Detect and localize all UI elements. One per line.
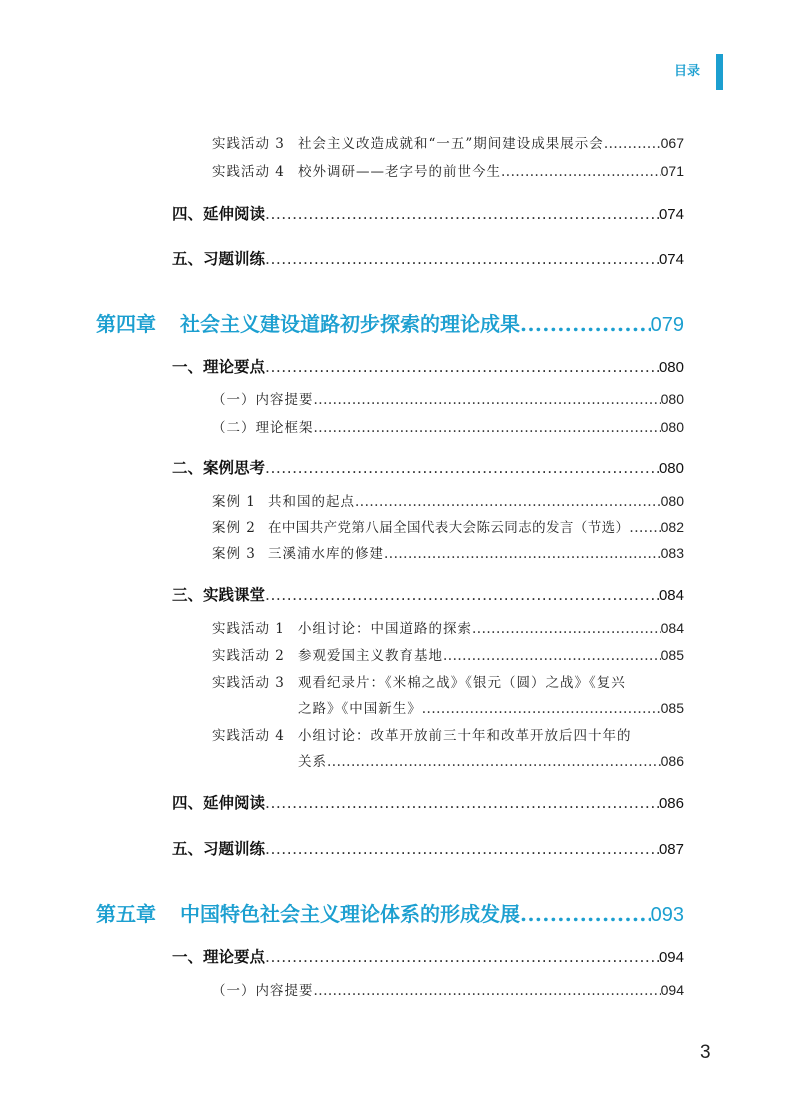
entry-title: 参观爱国主义教育基地: [298, 648, 443, 664]
dot-leader: [604, 136, 661, 152]
entry-prefix: 案例 2: [212, 520, 256, 536]
dot-leader: [265, 840, 659, 858]
section-page: 094: [658, 949, 684, 966]
entry-prefix: 案例 3: [212, 546, 256, 562]
dot-leader: [443, 648, 661, 664]
toc-subsection[interactable]: [212, 388, 684, 408]
section-title: 一、理论要点: [172, 358, 266, 376]
entry-prefix: 实践活动 4: [212, 164, 285, 180]
chapter-title: 中国特色社会主义理论体系的形成发展: [180, 902, 520, 926]
dot-leader: [472, 621, 661, 637]
entry-title-continued: 之路》《中国新生》: [298, 701, 422, 717]
subsection-title: （一）内容提要: [212, 392, 314, 408]
entry-title: 小组讨论：中国道路的探索: [298, 621, 472, 637]
subsection-title: （二）理论框架: [212, 420, 314, 436]
dot-leader: [501, 164, 661, 180]
dot-leader: [265, 794, 659, 812]
dot-leader: [384, 546, 661, 562]
toc-entry-multiline[interactable]: [212, 671, 626, 691]
toc-section[interactable]: [172, 945, 684, 967]
dot-leader: [265, 205, 659, 223]
toc-section[interactable]: [172, 583, 684, 605]
toc-entry[interactable]: [212, 516, 684, 536]
subsection-page: 080: [660, 419, 684, 435]
entry-title: 社会主义改造成就和“一五”期间建设成果展示会: [298, 136, 604, 152]
section-page: 074: [658, 251, 684, 268]
toc-entry-continuation[interactable]: [298, 750, 684, 770]
entry-title: 三溪浦水库的修建: [268, 546, 384, 562]
section-page: 087: [658, 841, 684, 858]
toc-entry-continuation[interactable]: [298, 697, 684, 717]
chapter-page: 079: [650, 314, 684, 336]
section-title: 四、延伸阅读: [172, 794, 266, 812]
entry-title: 共和国的起点: [268, 494, 355, 510]
toc-section[interactable]: [172, 247, 684, 269]
chapter-prefix: 第四章: [96, 312, 156, 336]
dot-leader: [629, 520, 660, 536]
dot-leader: [314, 392, 661, 408]
section-title: 五、习题训练: [172, 840, 266, 858]
toc-section[interactable]: [172, 355, 684, 377]
entry-page: 085: [660, 647, 684, 663]
toc-entry[interactable]: [212, 490, 684, 510]
toc-entry-multiline[interactable]: [212, 724, 632, 744]
entry-prefix: 案例 1: [212, 494, 256, 510]
section-title: 四、延伸阅读: [172, 205, 266, 223]
chapter-title: 社会主义建设道路初步探索的理论成果: [180, 312, 520, 336]
subsection-page: 080: [660, 391, 684, 407]
entry-page: 067: [660, 135, 684, 151]
toc-section[interactable]: [172, 791, 684, 813]
entry-title: 校外调研——老字号的前世今生: [298, 164, 501, 180]
toc-chapter[interactable]: [96, 308, 684, 337]
toc-entry[interactable]: [212, 617, 684, 637]
entry-page: 085: [660, 700, 684, 716]
entry-prefix: 实践活动 3: [212, 675, 285, 691]
header-label: 目录: [673, 64, 700, 79]
chapter-prefix: 第五章: [96, 902, 156, 926]
entry-prefix: 实践活动 3: [212, 136, 285, 152]
dot-leader: [355, 494, 661, 510]
toc-entry[interactable]: [212, 542, 684, 562]
entry-page: 071: [660, 163, 684, 179]
section-title: 五、习题训练: [172, 250, 266, 268]
entry-title: 小组讨论：改革开放前三十年和改革开放后四十年的: [298, 728, 632, 744]
dot-leader: [520, 312, 651, 336]
page-number: 3: [700, 1042, 711, 1063]
toc-entry[interactable]: [212, 644, 684, 664]
toc-section[interactable]: [172, 456, 684, 478]
section-page: 080: [658, 460, 684, 477]
entry-page: 080: [660, 493, 684, 509]
section-title: 三、实践课堂: [172, 586, 266, 604]
subsection-page: 094: [660, 982, 684, 998]
section-title: 二、案例思考: [172, 459, 266, 477]
dot-leader: [265, 459, 659, 477]
section-page: 084: [658, 587, 684, 604]
dot-leader: [265, 948, 659, 966]
entry-prefix: 实践活动 4: [212, 728, 285, 744]
header-accent-bar: [716, 54, 723, 90]
dot-leader: [327, 754, 661, 770]
entry-prefix: 实践活动 2: [212, 648, 285, 664]
dot-leader: [265, 358, 659, 376]
entry-title: 在中国共产党第八届全国代表大会陈云同志的发言（节选）: [268, 520, 630, 536]
chapter-page: 093: [650, 904, 684, 926]
entry-page: 086: [660, 753, 684, 769]
section-page: 080: [658, 359, 684, 376]
dot-leader: [265, 250, 659, 268]
toc-section[interactable]: [172, 202, 684, 224]
toc-entry[interactable]: [212, 132, 684, 152]
entry-page: 084: [660, 620, 684, 636]
dot-leader: [314, 983, 661, 999]
subsection-title: （一）内容提要: [212, 983, 314, 999]
section-page: 074: [658, 206, 684, 223]
entry-page: 082: [660, 519, 684, 535]
dot-leader: [265, 586, 659, 604]
entry-page: 083: [660, 545, 684, 561]
toc-chapter[interactable]: [96, 898, 684, 927]
toc-section[interactable]: [172, 837, 684, 859]
toc-subsection[interactable]: [212, 416, 684, 436]
toc-subsection[interactable]: [212, 979, 684, 999]
dot-leader: [422, 701, 661, 717]
entry-prefix: 实践活动 1: [212, 621, 285, 637]
dot-leader: [314, 420, 661, 436]
toc-entry[interactable]: [212, 160, 684, 180]
section-page: 086: [658, 795, 684, 812]
dot-leader: [520, 902, 651, 926]
entry-title-continued: 关系: [298, 754, 327, 770]
entry-title: 观看纪录片：《米棉之战》《银元（圆）之战》《复兴: [298, 675, 626, 691]
section-title: 一、理论要点: [172, 948, 266, 966]
